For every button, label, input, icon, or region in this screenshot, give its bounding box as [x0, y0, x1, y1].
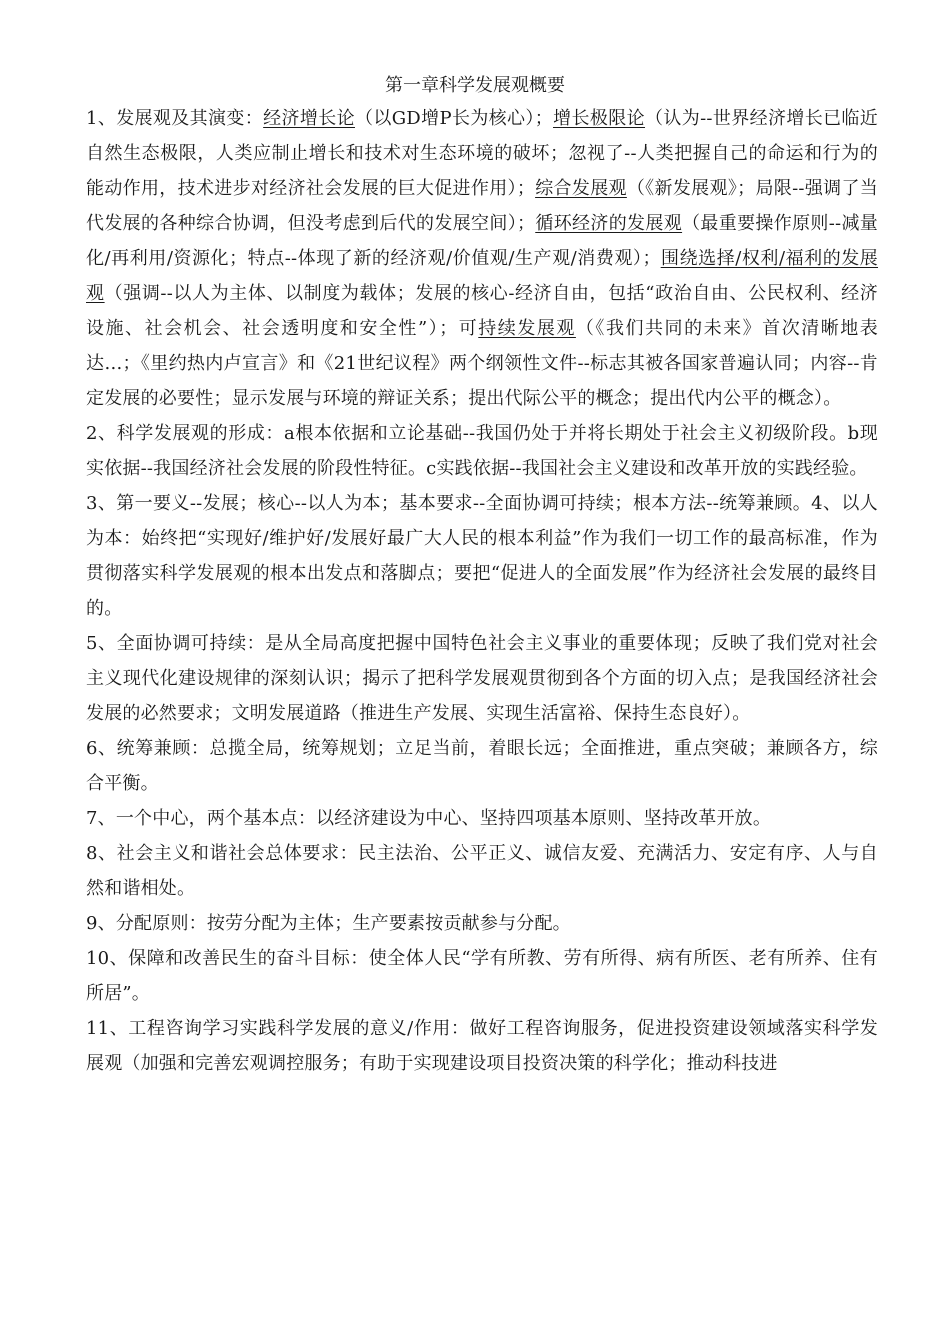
p1-text-d: （《新发展观》；局限--强调了当代发展的各种综合协调，但没考虑到后代的发展空间）； [86, 178, 879, 234]
paragraph-2: 2、科学发展观的形成：a根本依据和立论基础--我国仍处于并将长期处于社会主义初级阶段。b现实依据--我国经济社会发展的阶段性特征。c实践依据--我国社会主义建设和改革开放的实践经验。 [86, 423, 878, 479]
page-title: 第一章科学发展观概要 [385, 75, 565, 96]
paragraph-11: 11、工程咨询学习实践科学发展的意义/作用：做好工程咨询服务，促进投资建设领域落实科学发展观（加强和完善宏观调控服务；有助于实现建设项目投资决策的科学化；推动科技进 [86, 1018, 878, 1074]
paragraph-9: 9、分配原则：按劳分配为主体；生产要素按贡献参与分配。 [86, 913, 571, 934]
paragraph-10: 10、保障和改善民生的奋斗目标：使全体人民“学有所教、劳有所得、病有所医、老有所养、住有所居”。 [86, 948, 878, 1004]
term-economic-growth: 经济增长论 [263, 108, 355, 129]
p1-text-f: （强调--以人为主体、以制度为载体；发展的核心-经济自由，包括“政治自由、公民权利、经济设施、社会机会、社会透明度和安全性”）；可 [86, 283, 878, 339]
paragraph-3: 3、第一要义--发展；核心--以人为本；基本要求--全面协调可持续；根本方法--统筹兼顾。4、以人为本：始终把“实现好/维护好/发展好最广大人民的根本利益”作为我们一切工作的最高标准，作为贯彻落实科学发展观的根本出发点和落脚点；要把“促进人的全面发展”作为经济社会发展的最终目的。 [86, 493, 878, 619]
paragraph-1 [86, 101, 878, 416]
term-sustainable-development: 持续发展观 [478, 318, 576, 339]
paragraph-5: 5、全面协调可持续：是从全局高度把握中国特色社会主义事业的重要体现；反映了我们党对社会主义现代化建设规律的深刻认识；揭示了把科学发展观贯彻到各个方面的切入点；是我国经济社会发展的必然要求；文明发展道路（推进生产发展、实现生活富裕、保持生态良好）。 [86, 633, 878, 724]
p1-text-g: （《我们共同的未来》首次清晰地表达…；《里约热内卢宣言》和《21世纪议程》两个纲领性文件--标志其被各国家普遍认同；内容--肯定发展的必要性；显示发展与环境的辩证关系；提出代际公平的概念；提出代内公平的概念）。 [86, 318, 879, 409]
p1-text-a: 1、发展观及其演变： [86, 108, 264, 129]
paragraph-6: 6、统筹兼顾：总揽全局，统筹规划；立足当前，着眼长远；全面推进，重点突破；兼顾各方，综合平衡。 [86, 738, 878, 794]
paragraph-8: 8、社会主义和谐社会总体要求：民主法治、公平正义、诚信友爱、充满活力、安定有序、人与自然和谐相处。 [86, 843, 878, 899]
term-choice-rights-welfare: 围绕选择/权利/福利的发展观 [86, 248, 879, 304]
term-comprehensive-development: 综合发展观 [535, 178, 627, 199]
p1-text-b: （以GD增P长为核心）； [354, 108, 553, 129]
paragraph-7: 7、一个中心，两个基本点：以经济建设为中心、坚持四项基本原则、坚持改革开放。 [86, 808, 772, 829]
term-circular-economy: 循环经济的发展观 [535, 213, 683, 234]
p1-text-e: （最重要操作原则--减量化/再利用/资源化；特点--体现了新的经济观/价值观/生产观/消费观）； [86, 213, 878, 269]
p1-text-c: （认为--世界经济增长已临近自然生态极限，人类应制止增长和技术对生态环境的破坏；忽视了--人类把握自己的命运和行为的能动作用，技术进步对经济社会发展的巨大促进作用）； [86, 108, 879, 199]
document-body [86, 101, 878, 1081]
term-growth-limits: 增长极限论 [553, 108, 646, 129]
